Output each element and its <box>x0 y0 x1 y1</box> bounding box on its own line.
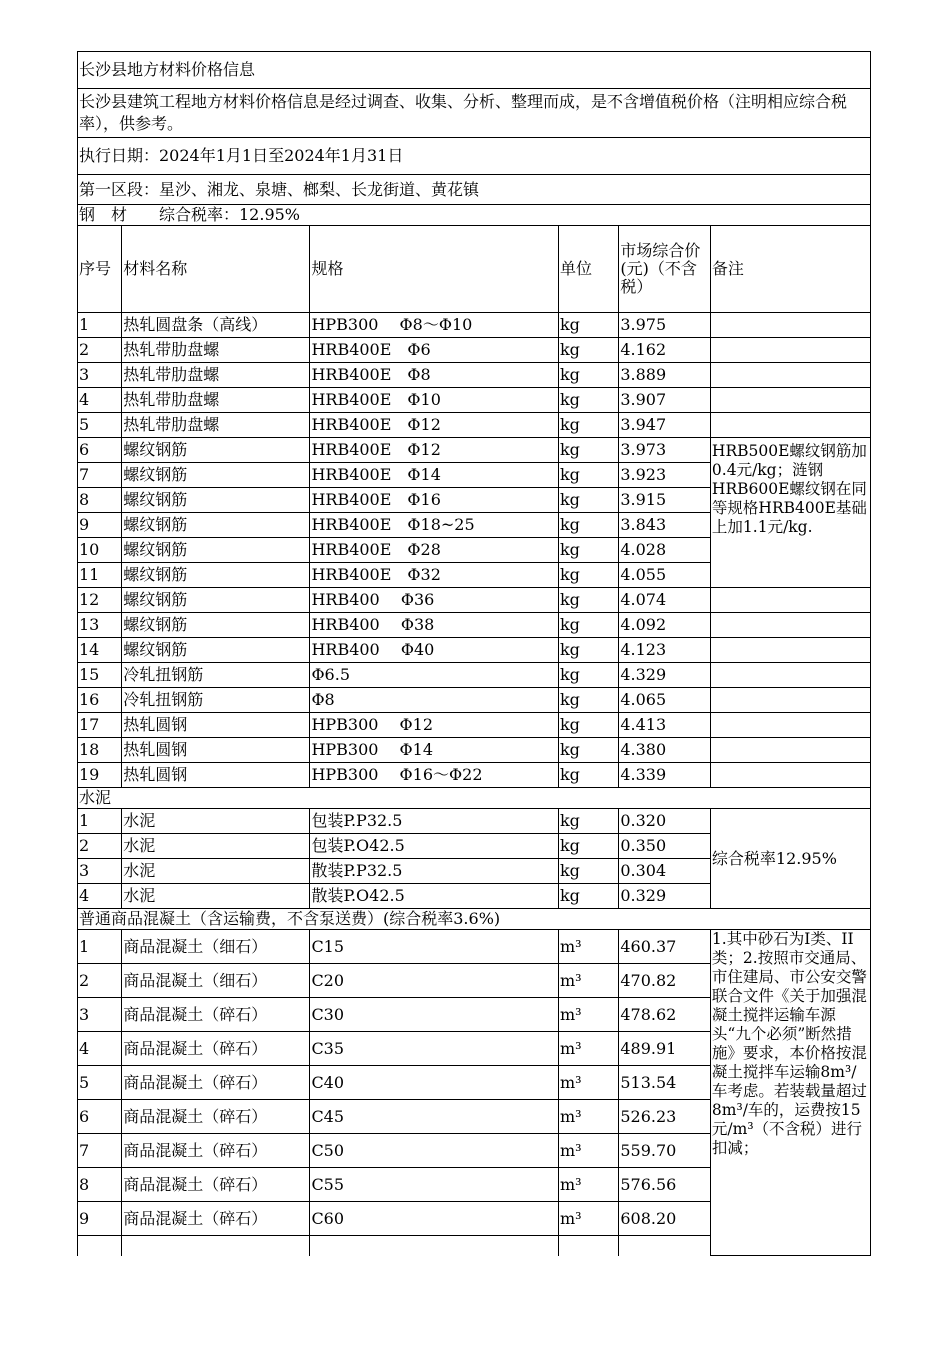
material-name: 商品混凝土（碎石） <box>122 1100 310 1134</box>
zone-label: 第一区段：星沙、湘龙、泉塘、榔梨、长龙街道、黄花镇 <box>78 175 871 205</box>
table-row <box>78 388 871 413</box>
empty-cell <box>310 1236 559 1256</box>
col-header-unit: 单位 <box>558 226 618 313</box>
material-price: 4.092 <box>619 613 711 638</box>
material-unit: kg <box>558 538 618 563</box>
material-price: 4.413 <box>619 713 711 738</box>
material-name: 商品混凝土（碎石） <box>122 1032 310 1066</box>
remark-empty <box>710 388 870 413</box>
material-unit: kg <box>558 463 618 488</box>
material-unit: kg <box>558 638 618 663</box>
row-no: 13 <box>78 613 122 638</box>
material-spec: HPB300 Φ14 <box>310 738 559 763</box>
material-unit: m³ <box>558 1134 618 1168</box>
material-unit: m³ <box>558 1202 618 1236</box>
empty-cell <box>122 1236 310 1256</box>
table-row <box>78 763 871 788</box>
cement-remark: 综合税率12.95% <box>710 809 870 909</box>
material-spec: HPB300 Φ8～Φ10 <box>310 313 559 338</box>
material-unit: kg <box>558 488 618 513</box>
material-price: 478.62 <box>619 998 711 1032</box>
row-no: 3 <box>78 859 122 884</box>
remark-empty <box>710 663 870 688</box>
material-price: 0.350 <box>619 834 711 859</box>
material-name: 热轧圆盘条（高线） <box>122 313 310 338</box>
material-name: 螺纹钢筋 <box>122 463 310 488</box>
table-row <box>78 338 871 363</box>
table-row <box>78 438 871 463</box>
material-price: 3.889 <box>619 363 711 388</box>
table-row <box>78 413 871 438</box>
table-row <box>78 930 871 964</box>
material-price: 0.304 <box>619 859 711 884</box>
material-unit: m³ <box>558 1066 618 1100</box>
row-no: 4 <box>78 388 122 413</box>
row-no: 1 <box>78 313 122 338</box>
material-unit: kg <box>558 688 618 713</box>
material-unit: m³ <box>558 930 618 964</box>
price-table <box>77 51 871 1256</box>
table-row <box>78 613 871 638</box>
row-no: 19 <box>78 763 122 788</box>
material-spec: HRB400E Φ14 <box>310 463 559 488</box>
concrete-remark: 1.其中砂石为I类、II类；2.按照市交通局、市住建局、市公安交警联合文件《关于加强混凝土搅拌运输车源头“九个必须”断然措施》要求，本价格按混凝土搅拌车运输8m³/车考虑。若装载量超过8m³/车的，运费按15元/m³（不含税）进行扣减； <box>710 930 870 1256</box>
material-price: 489.91 <box>619 1032 711 1066</box>
material-price: 4.065 <box>619 688 711 713</box>
remark-empty <box>710 763 870 788</box>
material-name: 水泥 <box>122 834 310 859</box>
material-name: 商品混凝土（碎石） <box>122 1066 310 1100</box>
intro-text: 长沙县建筑工程地方材料价格信息是经过调查、收集、分析、整理而成，是不含增值税价格（注明相应综合税率），供参考。 <box>78 89 871 138</box>
material-price: 559.70 <box>619 1134 711 1168</box>
material-price: 4.339 <box>619 763 711 788</box>
row-no: 14 <box>78 638 122 663</box>
material-name: 商品混凝土（碎石） <box>122 1134 310 1168</box>
material-price: 4.123 <box>619 638 711 663</box>
material-price: 526.23 <box>619 1100 711 1134</box>
empty-cell <box>558 1236 618 1256</box>
material-price: 0.329 <box>619 884 711 909</box>
price-sheet <box>77 51 871 1256</box>
material-unit: kg <box>558 884 618 909</box>
material-name: 热轧圆钢 <box>122 713 310 738</box>
material-unit: m³ <box>558 1032 618 1066</box>
material-name: 冷轧扭钢筋 <box>122 688 310 713</box>
material-price: 4.074 <box>619 588 711 613</box>
row-no: 1 <box>78 809 122 834</box>
material-unit: kg <box>558 713 618 738</box>
cement-section-header: 水泥 <box>78 788 871 809</box>
material-price: 513.54 <box>619 1066 711 1100</box>
material-spec: HPB300 Φ16～Φ22 <box>310 763 559 788</box>
material-spec: HPB300 Φ12 <box>310 713 559 738</box>
material-spec: HRB400E Φ28 <box>310 538 559 563</box>
table-row <box>78 363 871 388</box>
material-unit: m³ <box>558 1100 618 1134</box>
material-unit: kg <box>558 613 618 638</box>
material-unit: kg <box>558 663 618 688</box>
table-row <box>78 663 871 688</box>
row-no: 15 <box>78 663 122 688</box>
row-no: 4 <box>78 1032 122 1066</box>
row-no: 7 <box>78 1134 122 1168</box>
material-name: 螺纹钢筋 <box>122 488 310 513</box>
material-name: 热轧圆钢 <box>122 738 310 763</box>
row-no: 2 <box>78 338 122 363</box>
col-header-no: 序号 <box>78 226 122 313</box>
table-row <box>78 588 871 613</box>
row-no: 11 <box>78 563 122 588</box>
material-price: 4.162 <box>619 338 711 363</box>
row-no: 7 <box>78 463 122 488</box>
material-name: 螺纹钢筋 <box>122 438 310 463</box>
material-name: 热轧带肋盘螺 <box>122 338 310 363</box>
col-header-name: 材料名称 <box>122 226 310 313</box>
exec-date: 执行日期：2024年1月1日至2024年1月31日 <box>78 138 871 175</box>
remark-empty <box>710 613 870 638</box>
material-spec: 散装P.P32.5 <box>310 859 559 884</box>
material-unit: kg <box>558 738 618 763</box>
material-name: 商品混凝土（碎石） <box>122 1202 310 1236</box>
material-spec: HRB400E Φ10 <box>310 388 559 413</box>
material-price: 3.947 <box>619 413 711 438</box>
material-spec: 散装P.O42.5 <box>310 884 559 909</box>
table-row <box>78 688 871 713</box>
material-spec: HRB400E Φ32 <box>310 563 559 588</box>
material-spec: HRB400E Φ12 <box>310 438 559 463</box>
col-header-note: 备注 <box>710 226 870 313</box>
material-price: 3.923 <box>619 463 711 488</box>
material-spec: C15 <box>310 930 559 964</box>
material-price: 3.973 <box>619 438 711 463</box>
material-unit: m³ <box>558 964 618 998</box>
material-spec: C50 <box>310 1134 559 1168</box>
remark-empty <box>710 588 870 613</box>
steel-section-header: 钢 材 综合税率：12.95% <box>78 205 871 226</box>
material-spec: 包装P.O42.5 <box>310 834 559 859</box>
material-unit: kg <box>558 438 618 463</box>
remark-empty <box>710 688 870 713</box>
remark-empty <box>710 338 870 363</box>
row-no: 5 <box>78 413 122 438</box>
row-no: 3 <box>78 998 122 1032</box>
material-name: 热轧带肋盘螺 <box>122 413 310 438</box>
material-unit: kg <box>558 313 618 338</box>
material-unit: m³ <box>558 998 618 1032</box>
concrete-section-header: 普通商品混凝土（含运输费，不含泵送费）(综合税率3.6%) <box>78 909 871 930</box>
remark-empty <box>710 713 870 738</box>
col-header-price: 市场综合价(元)（不含税） <box>619 226 711 313</box>
row-no: 17 <box>78 713 122 738</box>
empty-cell <box>619 1236 711 1256</box>
row-no: 8 <box>78 488 122 513</box>
material-spec: C35 <box>310 1032 559 1066</box>
material-unit: kg <box>558 809 618 834</box>
material-name: 螺纹钢筋 <box>122 638 310 663</box>
material-name: 商品混凝土（细石） <box>122 964 310 998</box>
material-spec: C55 <box>310 1168 559 1202</box>
row-no: 1 <box>78 930 122 964</box>
material-spec: C45 <box>310 1100 559 1134</box>
remark-empty <box>710 413 870 438</box>
material-unit: kg <box>558 338 618 363</box>
table-row <box>78 713 871 738</box>
table-row <box>78 638 871 663</box>
material-spec: HRB400E Φ16 <box>310 488 559 513</box>
material-name: 商品混凝土（细石） <box>122 930 310 964</box>
row-no: 18 <box>78 738 122 763</box>
material-spec: Φ8 <box>310 688 559 713</box>
remark-empty <box>710 738 870 763</box>
material-price: 3.907 <box>619 388 711 413</box>
material-price: 608.20 <box>619 1202 711 1236</box>
material-price: 4.329 <box>619 663 711 688</box>
empty-cell <box>78 1236 122 1256</box>
material-spec: 包装P.P32.5 <box>310 809 559 834</box>
material-name: 热轧带肋盘螺 <box>122 388 310 413</box>
material-spec: HRB400E Φ6 <box>310 338 559 363</box>
steel-remark: HRB500E螺纹钢筋加0.4元/kg；涟钢HRB600E螺纹钢在同等规格HRB400E基础上加1.1元/kg. <box>710 438 870 588</box>
material-spec: HRB400E Φ8 <box>310 363 559 388</box>
row-no: 2 <box>78 964 122 998</box>
row-no: 9 <box>78 513 122 538</box>
material-name: 商品混凝土（碎石） <box>122 1168 310 1202</box>
material-spec: HRB400E Φ12 <box>310 413 559 438</box>
material-name: 螺纹钢筋 <box>122 513 310 538</box>
row-no: 3 <box>78 363 122 388</box>
material-price: 4.028 <box>619 538 711 563</box>
material-spec: HRB400 Φ38 <box>310 613 559 638</box>
material-spec: C20 <box>310 964 559 998</box>
table-row <box>78 809 871 834</box>
remark-empty <box>710 313 870 338</box>
material-spec: C30 <box>310 998 559 1032</box>
material-unit: kg <box>558 563 618 588</box>
material-unit: kg <box>558 513 618 538</box>
material-price: 460.37 <box>619 930 711 964</box>
material-unit: kg <box>558 588 618 613</box>
material-price: 3.915 <box>619 488 711 513</box>
row-no: 6 <box>78 1100 122 1134</box>
material-name: 热轧带肋盘螺 <box>122 363 310 388</box>
row-no: 9 <box>78 1202 122 1236</box>
material-name: 冷轧扭钢筋 <box>122 663 310 688</box>
material-spec: C40 <box>310 1066 559 1100</box>
material-unit: kg <box>558 859 618 884</box>
material-name: 水泥 <box>122 809 310 834</box>
table-row <box>78 738 871 763</box>
material-price: 4.380 <box>619 738 711 763</box>
material-unit: m³ <box>558 1168 618 1202</box>
material-price: 3.843 <box>619 513 711 538</box>
row-no: 10 <box>78 538 122 563</box>
material-unit: kg <box>558 763 618 788</box>
material-unit: kg <box>558 388 618 413</box>
remark-empty <box>710 638 870 663</box>
col-header-spec: 规格 <box>310 226 559 313</box>
row-no: 16 <box>78 688 122 713</box>
material-unit: kg <box>558 413 618 438</box>
material-name: 热轧圆钢 <box>122 763 310 788</box>
material-price: 470.82 <box>619 964 711 998</box>
material-name: 水泥 <box>122 859 310 884</box>
material-spec: HRB400 Φ36 <box>310 588 559 613</box>
material-name: 螺纹钢筋 <box>122 613 310 638</box>
material-price: 0.320 <box>619 809 711 834</box>
material-price: 4.055 <box>619 563 711 588</box>
material-name: 螺纹钢筋 <box>122 538 310 563</box>
material-spec: HRB400 Φ40 <box>310 638 559 663</box>
material-name: 螺纹钢筋 <box>122 563 310 588</box>
material-name: 商品混凝土（碎石） <box>122 998 310 1032</box>
row-no: 2 <box>78 834 122 859</box>
material-price: 3.975 <box>619 313 711 338</box>
material-unit: kg <box>558 834 618 859</box>
material-name: 水泥 <box>122 884 310 909</box>
row-no: 4 <box>78 884 122 909</box>
material-spec: HRB400E Φ18~25 <box>310 513 559 538</box>
material-spec: Φ6.5 <box>310 663 559 688</box>
row-no: 6 <box>78 438 122 463</box>
row-no: 5 <box>78 1066 122 1100</box>
row-no: 12 <box>78 588 122 613</box>
material-unit: kg <box>558 363 618 388</box>
material-price: 576.56 <box>619 1168 711 1202</box>
material-spec: C60 <box>310 1202 559 1236</box>
table-row <box>78 313 871 338</box>
material-name: 螺纹钢筋 <box>122 588 310 613</box>
row-no: 8 <box>78 1168 122 1202</box>
remark-empty <box>710 363 870 388</box>
doc-title: 长沙县地方材料价格信息 <box>78 52 871 89</box>
